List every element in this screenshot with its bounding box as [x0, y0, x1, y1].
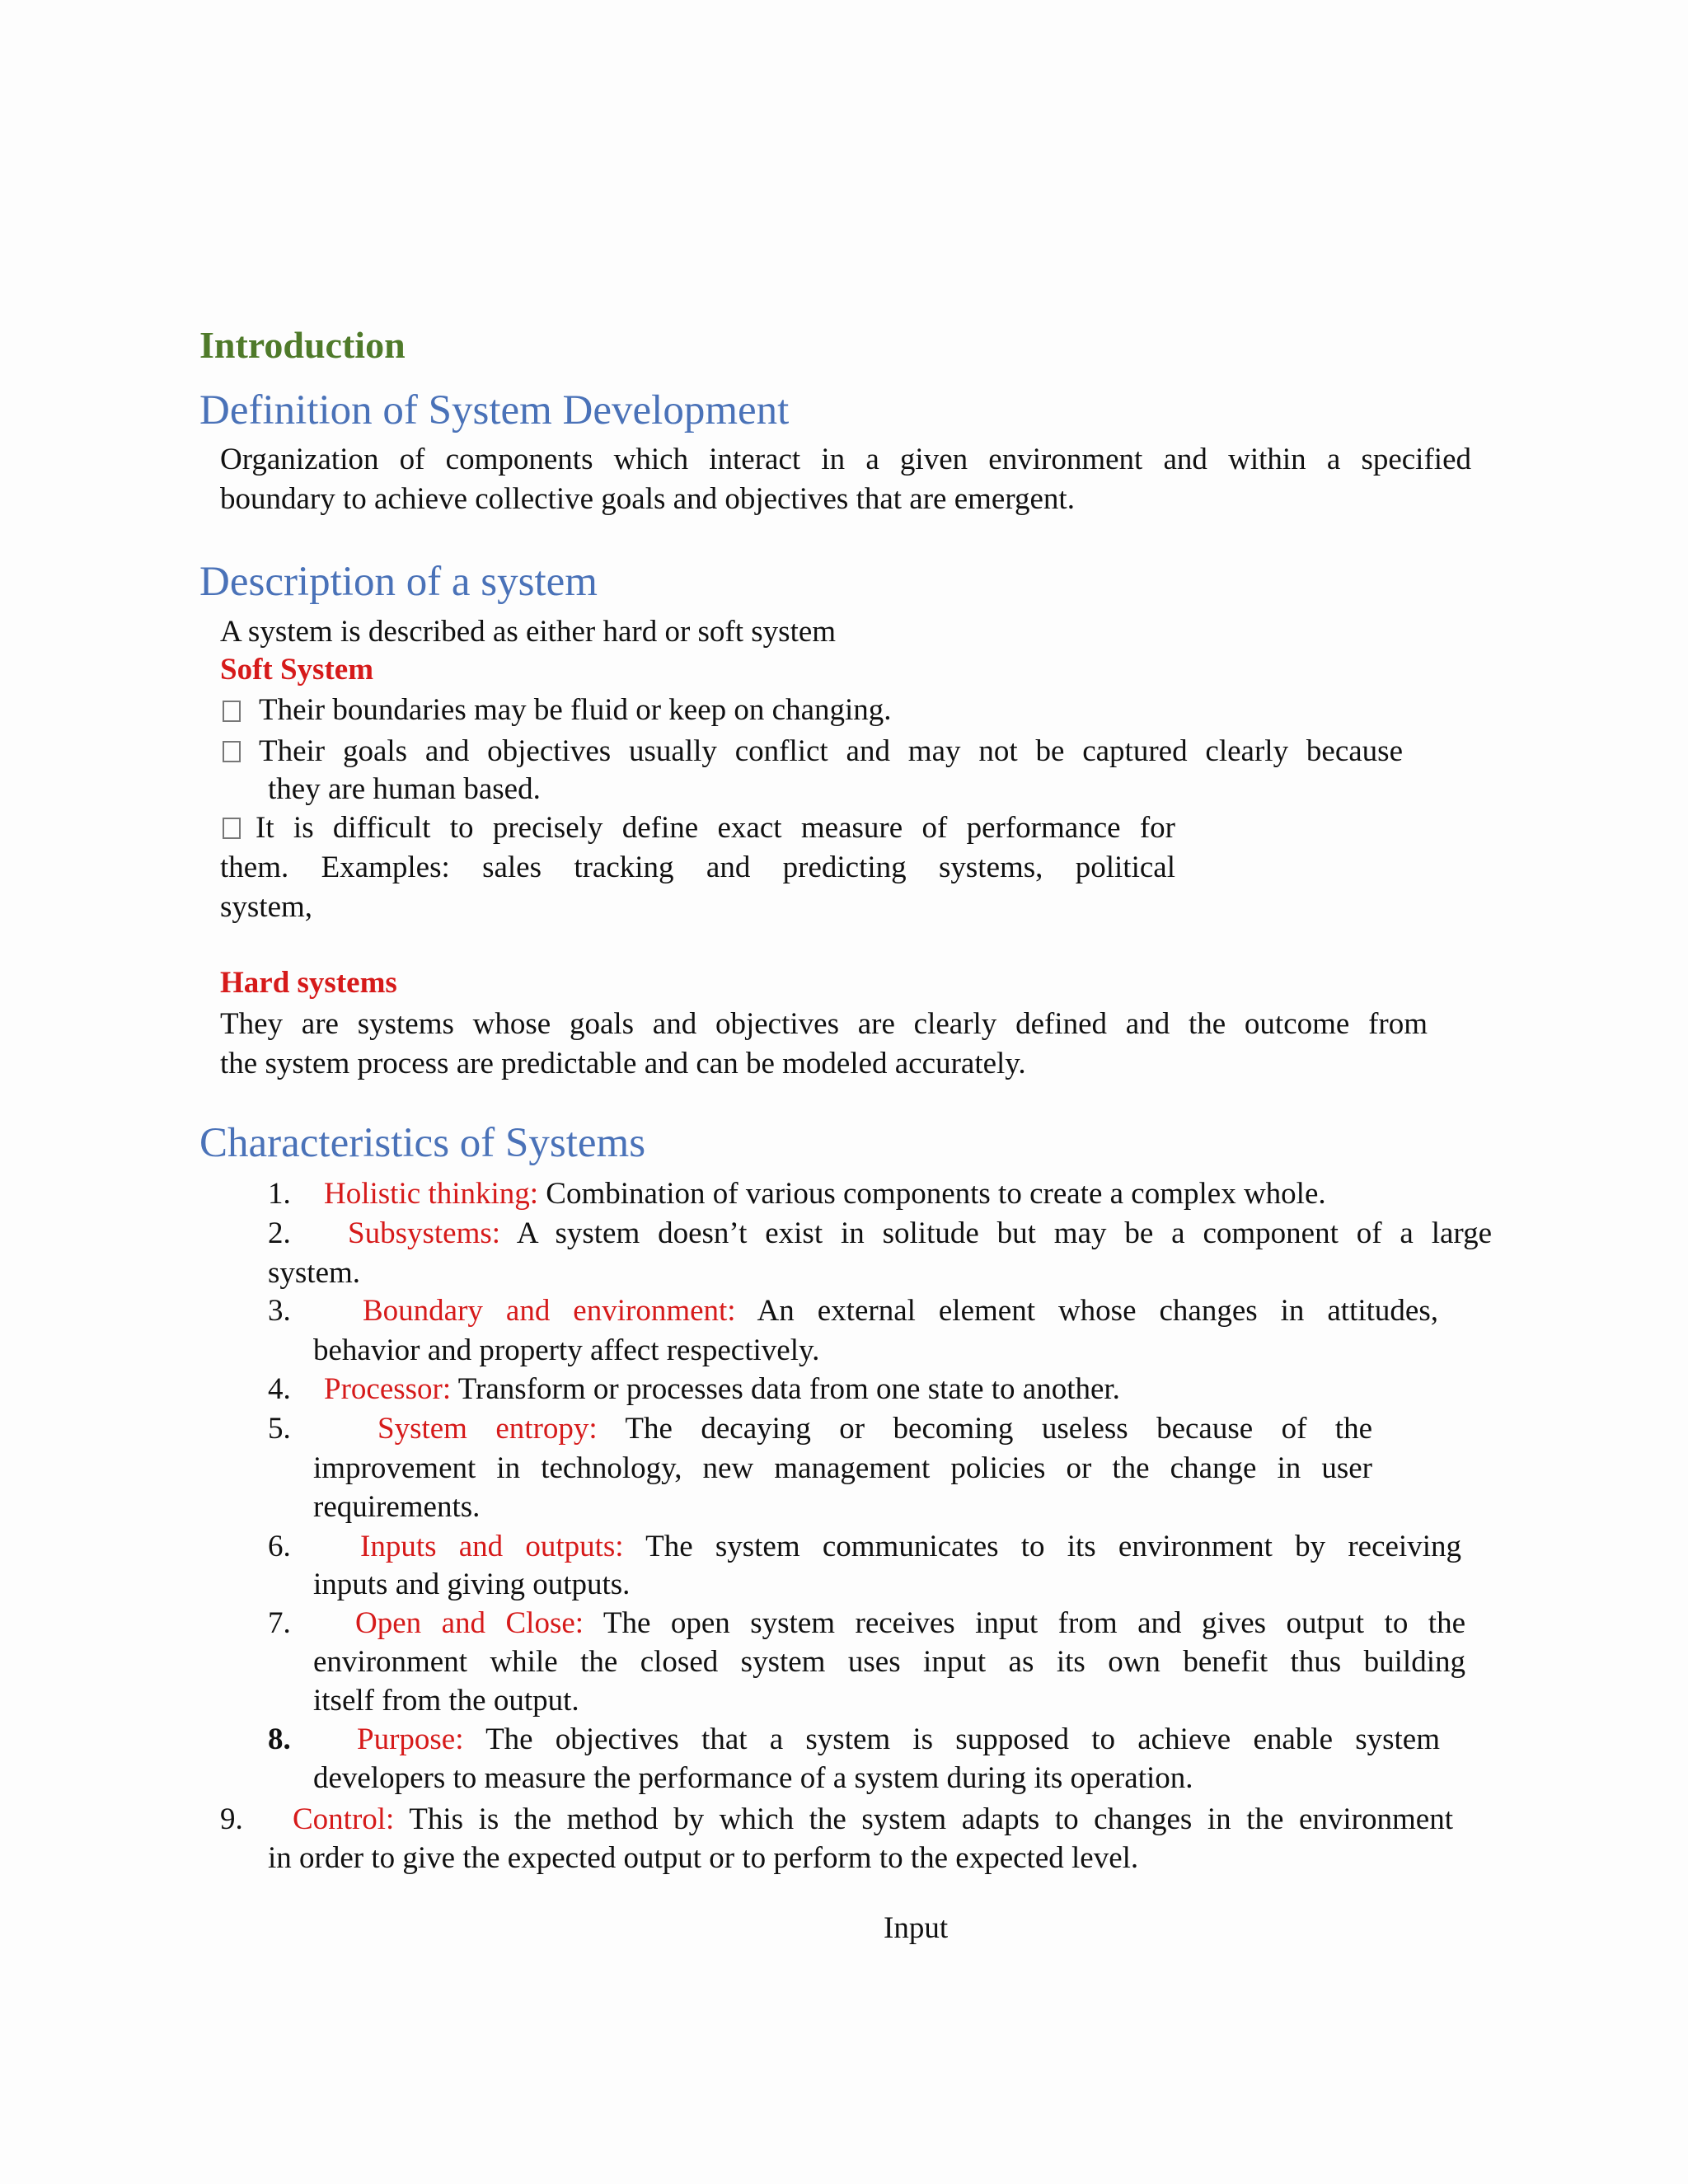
item-line-1 — [357, 1720, 1440, 1760]
list-item — [268, 1409, 1372, 1449]
item-text: A system doesn’t exist in solitude but may be a component of a large — [516, 1216, 1492, 1250]
item-line-1 — [360, 1527, 1461, 1567]
input-label: Input — [884, 1911, 949, 1945]
item-5-line-3: requirements. — [313, 1490, 481, 1524]
item-text: An external element whose changes in attitudes, — [757, 1294, 1438, 1328]
item-term: Open and Close: — [355, 1606, 584, 1640]
item-number: 6. — [268, 1530, 291, 1563]
item-term: Inputs and outputs: — [360, 1530, 624, 1563]
item-term: Holistic thinking: — [324, 1177, 539, 1211]
item-line-1 — [377, 1409, 1372, 1449]
definition-line-2: boundary to achieve collective goals and objectives that are emergent. — [220, 482, 1075, 516]
list-item — [268, 1604, 1465, 1643]
item-number: 9. — [220, 1802, 243, 1836]
item-5-line-2: improvement in technology, new management policies or the change in user — [313, 1451, 1372, 1485]
item-number: 3. — [268, 1294, 291, 1328]
item-number: 7. — [268, 1606, 291, 1640]
soft-bullet-2-line-2: they are human based. — [268, 772, 541, 806]
item-7-line-3: itself from the output. — [313, 1684, 579, 1718]
item-2-line-2: system. — [268, 1256, 361, 1290]
characteristics-heading: Characteristics of Systems — [199, 1120, 646, 1166]
item-number: 8. — [268, 1722, 291, 1756]
definition-heading: Definition of System Development — [199, 387, 790, 434]
description-intro: A system is described as either hard or soft system — [220, 615, 837, 649]
item-term: Subsystems: — [348, 1216, 501, 1250]
list-item — [268, 1214, 1492, 1254]
item-line-1 — [355, 1604, 1465, 1643]
item-8-line-2: developers to measure the performance of a system during its operation. — [313, 1761, 1193, 1795]
bullet-box-icon — [223, 818, 241, 839]
list-item — [268, 1174, 1326, 1214]
item-9-line-2: in order to give the expected output or to perform to the expected level. — [268, 1841, 1139, 1875]
intro-heading: Introduction — [199, 324, 406, 366]
definition-line-1: Organization of components which interact in a given environment and within a specified — [220, 443, 1471, 476]
item-6-line-2: inputs and giving outputs. — [313, 1568, 631, 1601]
item-number: 4. — [268, 1372, 291, 1406]
item-number: 2. — [268, 1216, 291, 1250]
list-item — [268, 1370, 1120, 1409]
item-line-1 — [363, 1291, 1438, 1331]
item-3-line-2: behavior and property affect respectively. — [313, 1333, 820, 1367]
soft-bullet-3-line-2: them. Examples: sales tracking and predicting systems, political — [220, 851, 1175, 884]
soft-system-title: Soft System — [220, 653, 374, 687]
item-text: The objectives that a system is supposed to achieve enable system — [485, 1722, 1440, 1756]
list-item — [220, 1800, 1453, 1840]
item-7-line-2: environment while the closed system uses input as its own benefit thus building — [313, 1645, 1465, 1679]
bullet-box-icon — [223, 741, 241, 762]
hard-line-1: They are systems whose goals and objectives are clearly defined and the outcome from — [220, 1007, 1428, 1041]
item-text: Combination of various components to create a complex whole. — [546, 1177, 1326, 1211]
item-term: Control: — [293, 1802, 395, 1836]
soft-bullet-1-text: Their boundaries may be fluid or keep on changing. — [259, 693, 892, 727]
list-item — [268, 1720, 1440, 1760]
soft-bullet-2-line-1: Their goals and objectives usually conflict and may not be captured clearly because — [259, 734, 1403, 768]
item-line-1 — [348, 1214, 1492, 1254]
item-number: 5. — [268, 1412, 291, 1446]
bullet-box-icon — [223, 701, 241, 722]
item-term: Processor: — [324, 1372, 452, 1406]
soft-bullet-1 — [223, 691, 892, 730]
list-item — [268, 1291, 1438, 1331]
item-text: This is the method by which the system adapts to changes in the environment — [409, 1802, 1453, 1836]
soft-bullet-2 — [223, 732, 1403, 771]
item-number: 1. — [268, 1177, 291, 1211]
soft-bullet-3-line-1: It is difficult to precisely define exact measure of performance for — [256, 811, 1175, 845]
soft-bullet-3 — [223, 808, 1175, 848]
item-text: The decaying or becoming useless because of the — [625, 1412, 1372, 1446]
soft-bullet-3-line-3: system, — [220, 890, 313, 924]
hard-systems-title: Hard systems — [220, 966, 397, 1000]
item-text: The system communicates to its environment by receiving — [645, 1530, 1461, 1563]
item-text: The open system receives input from and gives output to the — [603, 1606, 1466, 1640]
item-text: Transform or processes data from one state to another. — [457, 1372, 1120, 1406]
item-term: Boundary and environment: — [363, 1294, 736, 1328]
item-line-1 — [293, 1800, 1453, 1840]
description-heading: Description of a system — [199, 559, 598, 605]
list-item — [268, 1527, 1461, 1567]
item-term: Purpose: — [357, 1722, 464, 1756]
hard-line-2: the system process are predictable and can be modeled accurately. — [220, 1047, 1026, 1080]
item-term: System entropy: — [377, 1412, 598, 1446]
